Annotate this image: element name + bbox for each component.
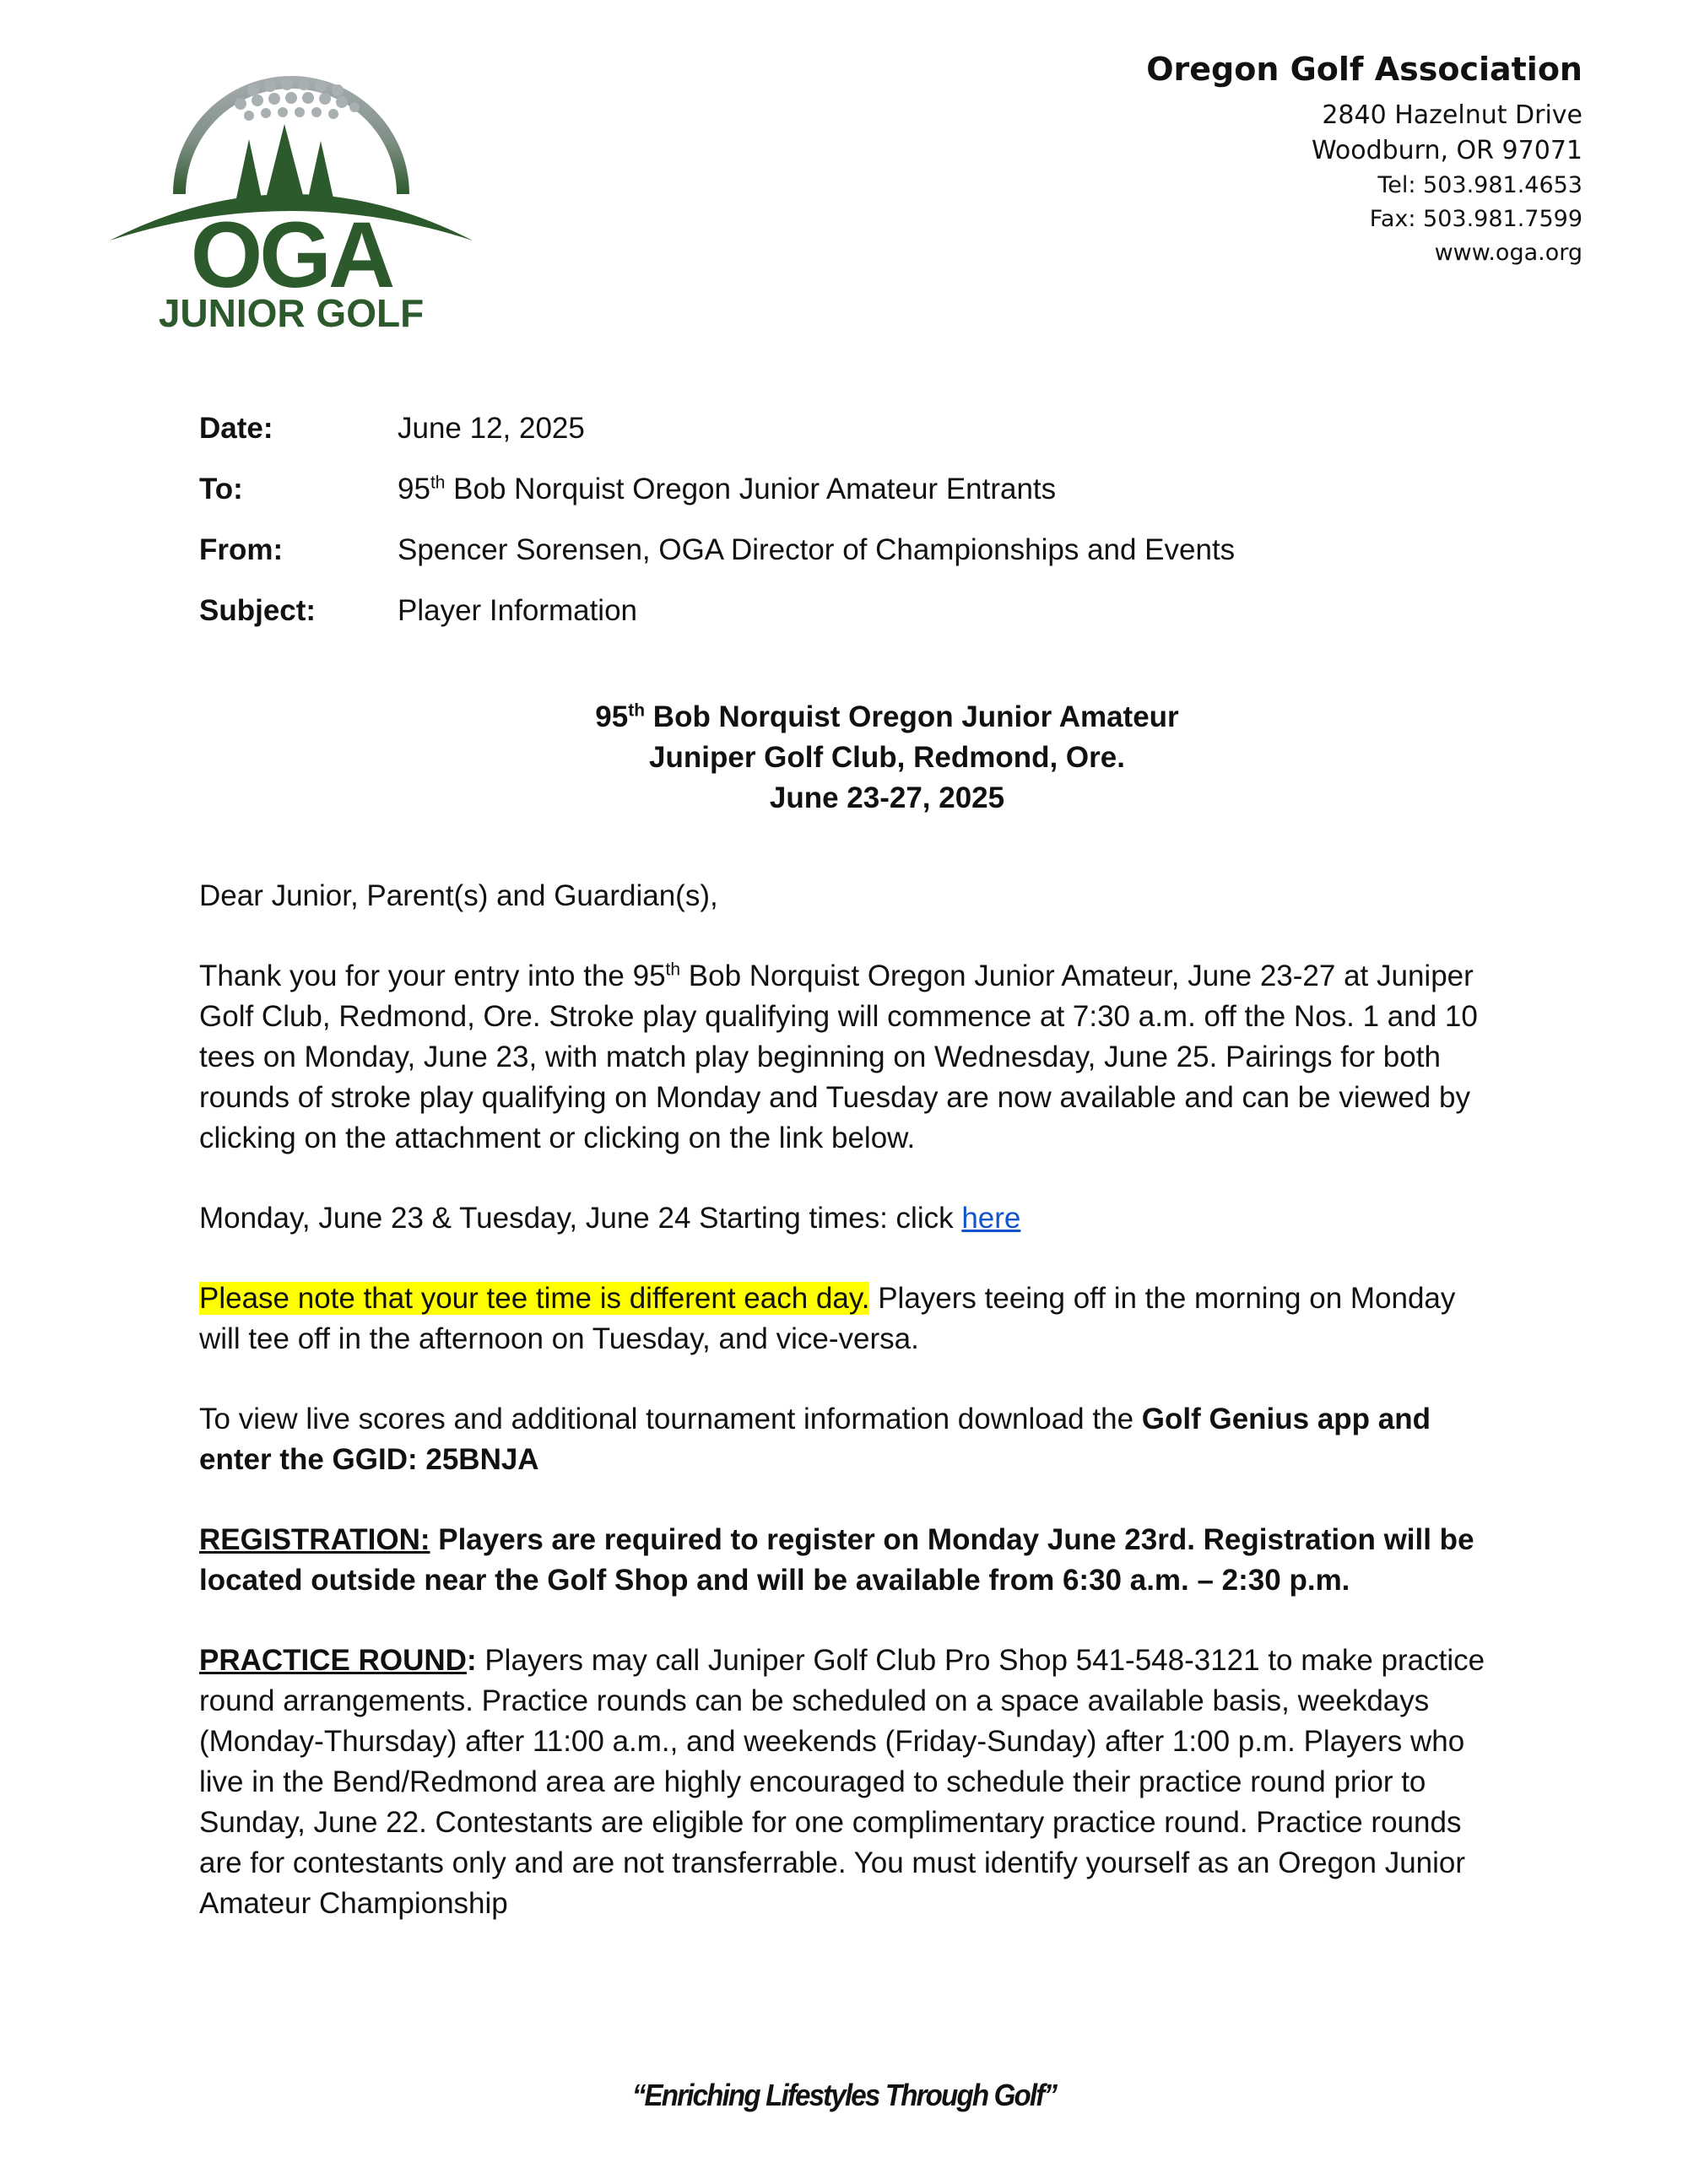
org-street: 2840 Hazelnut Drive [1322,100,1582,130]
event-title-rest: Bob Norquist Oregon Junior Amateur [645,700,1179,733]
intro-text-b: Bob Norquist Oregon Junior Amateur, June 23-27 at Juniper Golf Club, Redmond, Ore. Stroke play qualifying will commence at 7:30 a.m. off the Nos. 1 and 10 tees on Monday, June 23, with match play beginning on Wednesday, June 25. Pairings for both rounds of stroke play qualifying on Monday and Tuesday are now available and can be viewed by clicking on the attachment or clicking on the link below. [199,960,1478,1154]
pine-trees-icon [236,124,333,198]
event-title-num: 95 [595,700,629,733]
event-title-block [199,697,1575,819]
memo-from-label: From: [199,533,284,566]
logo-wordmark: OGA [190,203,392,307]
intro-paragraph [199,956,1499,1159]
memo-date-label: Date: [199,412,273,445]
memo-to-rest: Bob Norquist Oregon Junior Amateur Entrants [445,473,1057,505]
org-city: Woodburn, OR 97071 [1311,136,1582,165]
practice-round-label: PRACTICE ROUND [199,1644,467,1677]
memo-date: June 12, 2025 [398,412,585,445]
org-contact-block [1146,51,1582,270]
registration-paragraph [199,1520,1499,1601]
registration-label: REGISTRATION: [199,1523,430,1556]
memo-from-row [199,533,1235,594]
practice-round-text: Players may call Juniper Golf Club Pro Shop 541-548-3121 to make practice round arrangements. Practice rounds can be scheduled on a space available basis, weekdays (Monday-Thursday) after 11:00 a.m., and weekends (Friday-Sunday) after 1:00 p.m. Players who live in the Bend/Redmond area are highly encouraged to schedule their practice round prior to Sunday, June 22. Contestants are eligible for one complimentary practice round. Practice rounds are for contestants only and are not transferrable. You must identify yourself as an Oregon Junior Amateur Championship [199,1644,1485,1920]
practice-round-colon: : [466,1644,477,1677]
letter-body [199,876,1499,1964]
golf-genius-ggid: Golf Genius app and enter the GGID: 25BNJA [199,1403,1431,1476]
org-website[interactable]: www.oga.org [1434,240,1582,266]
starting-times-text: Monday, June 23 & Tuesday, June 24 Starting times: click [199,1202,962,1235]
tee-time-note-paragraph [199,1279,1499,1360]
memo-to-row [199,473,1235,533]
tee-time-highlight: Please note that your tee time is different each day. [199,1282,870,1315]
oga-junior-golf-logo [101,46,481,333]
memo-from: Spencer Sorensen, OGA Director of Championships and Events [398,533,1236,566]
event-title-sup: th [628,700,646,721]
registration-text: Players are required to register on Monday June 23rd. Registration will be located outside near the Golf Shop and will be available from 6:30 a.m. – 2:30 p.m. [199,1523,1474,1597]
greeting: Dear Junior, Parent(s) and Guardian(s), [199,879,718,912]
memo-subject-row [199,594,1235,655]
memo-to [398,473,1056,506]
event-dates: June 23-27, 2025 [769,781,1005,814]
event-venue: Juniper Golf Club, Redmond, Ore. [649,741,1125,774]
org-name: Oregon Golf Association [1146,51,1582,88]
footer-tagline: “Enriching Lifestyles Through Golf” [631,2078,1057,2112]
memo-to-label: To: [199,473,243,505]
practice-round-paragraph [199,1641,1499,1924]
tee-time-note-rest: Players teeing off in the morning on Monday will tee off in the afternoon on Tuesday, and vice-versa. [199,1282,1456,1355]
logo-subtitle: JUNIOR GOLF [158,291,425,333]
live-scores-paragraph [199,1399,1499,1480]
org-fax: Fax: 503.981.7599 [1369,206,1582,232]
memo-to-sup: th [430,473,446,493]
intro-text-a: Thank you for your entry into the 95 [199,960,666,992]
starting-times-link[interactable]: here [961,1202,1021,1235]
memo-header [199,412,1235,655]
memo-date-row [199,412,1235,473]
live-scores-text: To view live scores and additional tournament information download the [199,1403,1142,1435]
memo-subject-label: Subject: [199,594,316,627]
starting-times-paragraph [199,1198,1499,1239]
memo-to-num: 95 [398,473,430,505]
intro-sup: th [665,960,681,980]
memo-subject: Player Information [398,594,638,627]
event-title [199,697,1575,738]
org-tel: Tel: 503.981.4653 [1377,172,1582,198]
